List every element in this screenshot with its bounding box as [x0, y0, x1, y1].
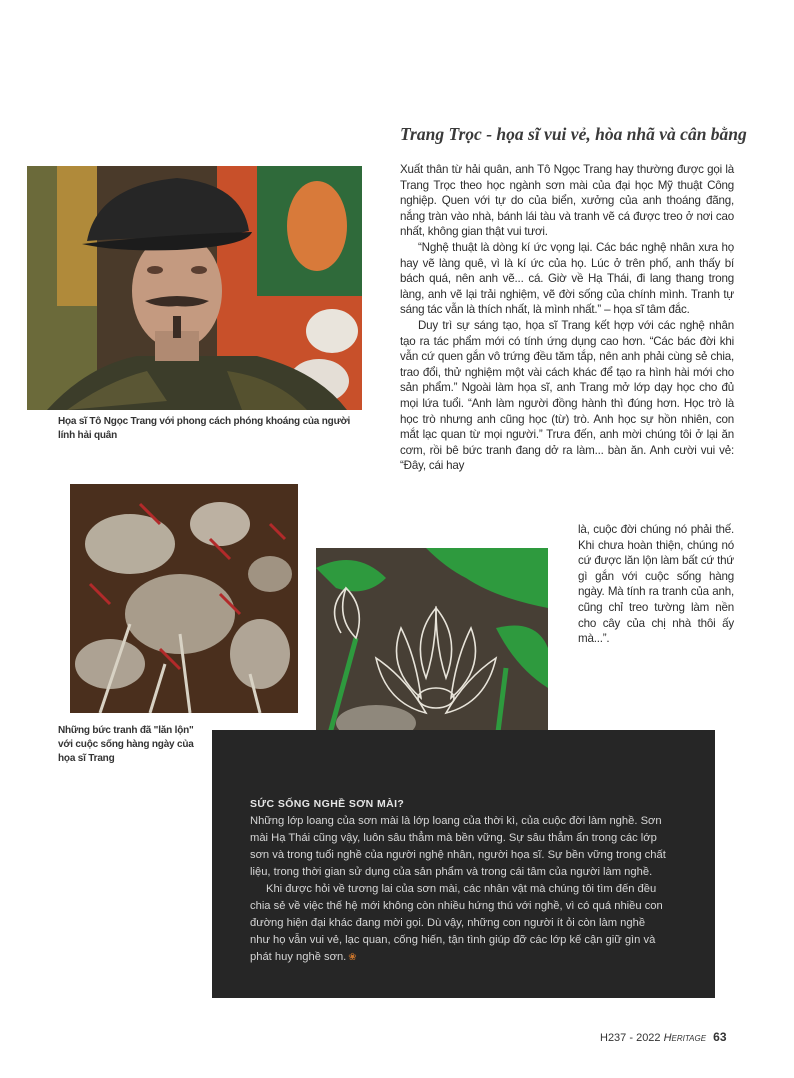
page-number: 63 — [713, 1030, 727, 1044]
lotus-icon: ❀ — [348, 952, 357, 963]
portrait-photo — [27, 166, 362, 410]
article-paragraph: Xuất thân từ hải quân, anh Tô Ngọc Trang hay thường được gọi là Trang Trọc theo học ngành sơn mài của đại học Mỹ thuật Công nghiệp. Quen với tự do của biển, xưởng của anh thoáng đãng, nắng tràn vào nhà, bánh lái tàu và tranh vẽ cá được treo ở nơi cao nhất, không gian thật vui tươi. — [400, 163, 734, 239]
sidebar-paragraph-text: Khi được hỏi về tương lai của sơn mài, các nhân vật mà chúng tôi tìm đến đều chia sẻ về việc thế hệ mới không còn nhiều hứng thú với nghề, vì có quá nhiều con đường hiện đại khác đang mời gọi. Dù vậy, những con người ít ỏi còn làm nghề như họ vẫn vui vẻ, lạc quan, cống hiến, tận tình giúp đỡ các lớp kế cận giữ gìn và phát huy nghề sơn. — [250, 883, 663, 963]
paintings-caption: Những bức tranh đã "lăn lộn" với cuộc sống hàng ngày của họa sĩ Trang — [58, 725, 194, 764]
sidebar-paragraph: Những lớp loang của sơn mài là lớp loang của thời kì, của cuộc đời làm nghề. Sơn mài Hạ Thái cũng vậy, luôn sâu thẳm mà bền vững. Sự sâu thẳm ẩn trong các lớp sơn và trong tuổi nghề của người nghệ nhân, người họa sĩ. Sự bền vững trong chất liệu, trong thời gian sử dụng của sản phẩm và trong cái tâm của người làm nghề. — [250, 815, 666, 878]
article-paragraph: “Nghệ thuật là dòng kí ức vọng lại. Các bác nghệ nhân xưa họ hay vẽ làng quê, vì là kí ức của họ. Lúc ở trên phố, anh thấy bí bách quá, nên anh vẽ... cá. Giờ về Hạ Thái, đi lang thang trong làng, anh vẽ lại trải nghiệm, vẽ đời sống của chính mình. Tranh tự sáng tác vẫn là thích nhất, là mình nhất.” – họa sĩ tâm đắc. — [400, 240, 734, 317]
lotus-painting-1 — [70, 484, 298, 713]
page-footer — [600, 1030, 760, 1044]
sidebar-paragraph — [250, 881, 668, 966]
issue-number: H237 - 2022 — [600, 1032, 661, 1044]
portrait-caption: Họa sĩ Tô Ngọc Trang với phong cách phóng khoáng của người lính hải quân — [58, 416, 351, 441]
article-paragraph: Duy trì sự sáng tạo, họa sĩ Trang kết hợp với các nghệ nhân tạo ra tác phẩm mới có tính ứng dụng cao hơn. “Các bác đời khi vẫn cứ quen gắn vô trứng đều tăm tắp, nên anh phải cùng sẻ chia, trao đổi, thử nghiệm một vài cách khác để tạo ra hình hài mới cho sản phẩm.” Ngoài làm họa sĩ, anh Trang mở lớp dạy học cho đủ mọi lứa tuổi. “Anh làm người đồng hành thì đúng hơn. Học trò là học trò nhưng anh cũng học (từ) trò. Anh học sự hồn nhiên, con mắt lạc quan từ mọi người.” Trưa đến, anh mời chúng tôi ở lại ăn cơm, rồi bê bức tranh đang dở ra làm... bàn ăn. Anh cười vui vẻ: “Đây, cái hay — [400, 318, 734, 473]
article-continuation: là, cuộc đời chúng nó phải thế. Khi chưa hoàn thiện, chúng nó cứ được lăn lộn làm bất cứ thứ gì gắn với cuộc sống hàng ngày. Mà tính ra tranh của anh, cũng chỉ treo tường làm nền cho cây của chị nhà thôi ấy mà...”. — [578, 523, 734, 646]
magazine-name: Heritage — [663, 1032, 707, 1044]
sidebar-body — [250, 813, 668, 966]
lotus-painting-2 — [316, 548, 548, 748]
article-body — [400, 162, 734, 474]
section-title: Trang Trọc - họa sĩ vui vẻ, hòa nhã và cân bằng — [400, 124, 747, 144]
sidebar-title: SỨC SỐNG NGHỀ SƠN MÀI? — [250, 798, 405, 810]
